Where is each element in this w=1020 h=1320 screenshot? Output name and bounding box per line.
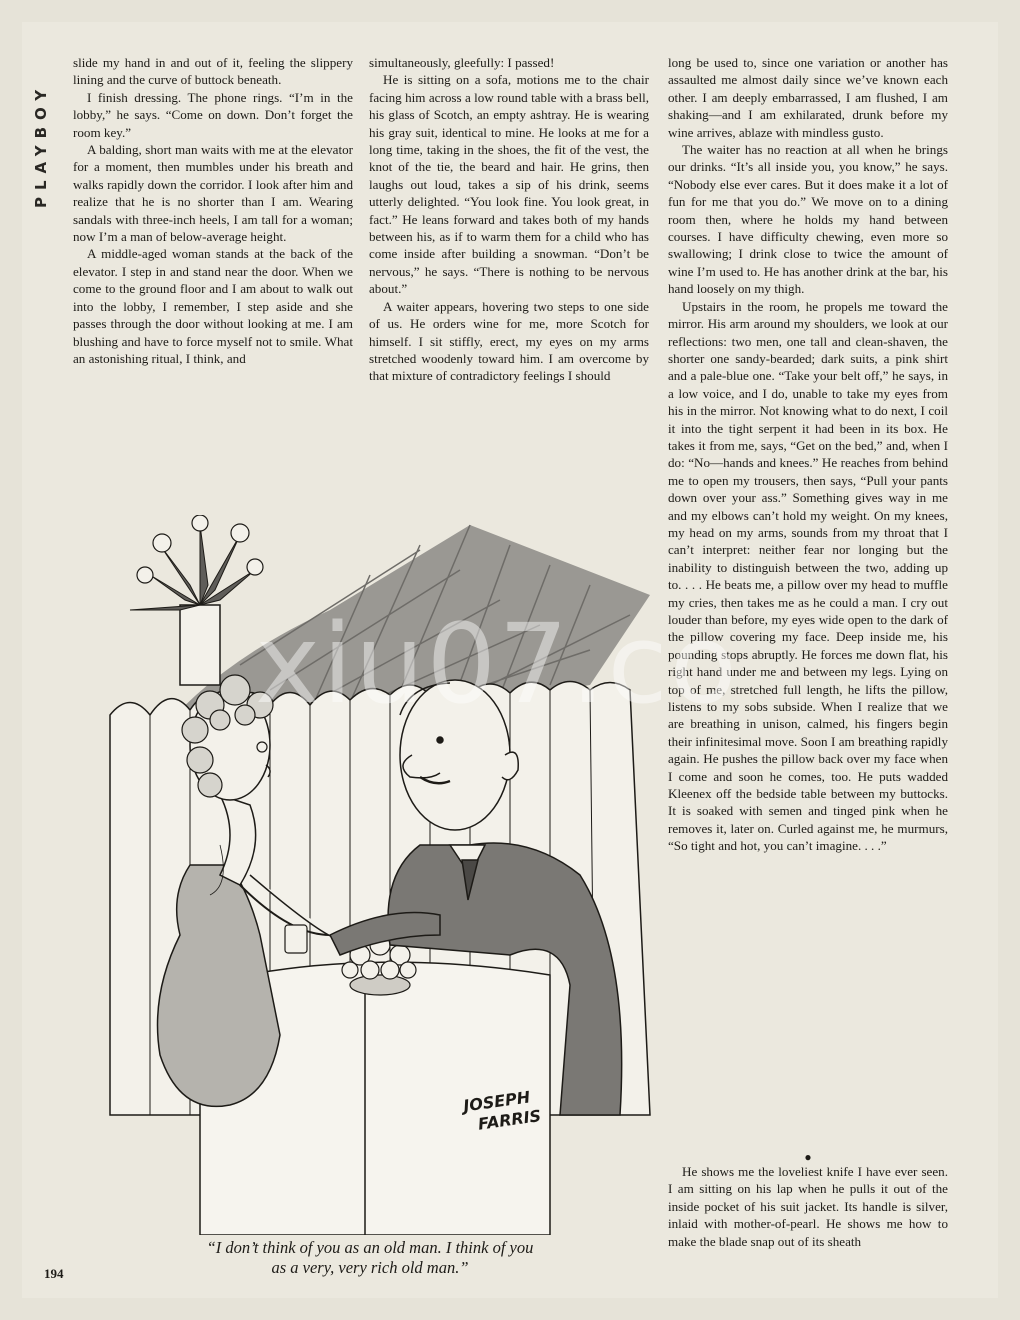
playboy-masthead: PLAYBOY bbox=[32, 82, 50, 208]
paragraph: long be used to, since one variation or another has assaulted me almost daily since we’ve known each other. I am deeply embarrassed, I am flushed, I am shaking—and I am exhilarated, drunk before my wine arrives, ablaze with mindless gusto. bbox=[668, 55, 948, 140]
paragraph: A waiter appears, hovering two steps to one side of us. He orders wine for me, more Scotch for himself. I sit stiffly, erect, my eyes on my arms stretched woodenly toward him. I am overcome by that mixture of contradictory feelings I should bbox=[369, 298, 649, 384]
text-column-3-continued bbox=[668, 1150, 948, 1250]
wine-glass-left bbox=[285, 925, 307, 953]
text-column-2 bbox=[369, 54, 649, 385]
page-number: 194 bbox=[44, 1266, 64, 1281]
artist-signature bbox=[462, 1084, 564, 1186]
paragraph: simultaneously, gleefully: I passed! bbox=[369, 55, 555, 70]
paragraph: A balding, short man waits with me at the elevator for a moment, then mumbles under his breath and walks rapidly down the corridor. I look after him and realize that he is no shorter than I am. Wearing sandals with three-inch heels, I am tall for a woman; now I’m a man of below-average height. bbox=[73, 142, 353, 245]
cartoon-caption bbox=[130, 1238, 610, 1278]
paragraph: slide my hand in and out of it, feeling the slippery lining and the curve of buttock beneath. bbox=[73, 55, 353, 88]
paragraph: The waiter has no reaction at all when he brings our drinks. “It’s all inside you, you know,” he says. “Nobody else ever cares. But it does make it a lot of fun for me that you do.” We move on to a dining room then, where he holds my hand between courses. I have difficulty chewing, even more so swallowing; I drink close to twice the amount of wine I’m used to. He has another drink at the bar, his hand loosely on my thigh. bbox=[668, 142, 948, 297]
cartoon-illustration bbox=[90, 515, 690, 1235]
caption-line-2: as a very, very rich old man.” bbox=[271, 1258, 469, 1277]
text-column-3 bbox=[668, 54, 948, 855]
paragraph: He is sitting on a sofa, motions me to the chair facing him across a low round table with a brass bell, his glass of Scotch, an empty ashtray. He is wearing his gray suit, identical to mine. He looks at me for a long time, taking in the shoes, the fit of the vest, the knot of the tie, the beard and hair. He grins, then laughs out loud, takes a sip of his drink, seems utterly delighted. “You look fine. You look great, in fact.” He leans forward and takes both of my hands between his, as if to warm them for a child who has come inside after building a snowman. “Don’t be nervous,” he says. “There is nothing to be nervous about.” bbox=[369, 72, 649, 297]
paragraph: Upstairs in the room, he propels me toward the mirror. His arm around my shoulders, we look at our reflections: two men, one tall and clean-shaven, the shorter one sandy-bearded; dark suits, a pink shirt and a pale-blue one. “Take your belt off,” he says, in a low voice, and I do, unable to take my eyes from his in the mirror. Not knowing what to do next, I coil it into the tight serpent it had been in its box. He takes it from me, says, “Get on the bed,” and, when I do: “No—hands and knees.” He reaches from behind me to open my trousers, then says, “Pull your pants down over your ass.” Something gives way in me and my elbows can’t hold my weight. On my knees, my head on my arms, sounds from my throat that I can’t interpret: neither fear nor longing but the inability to distinguish between the two, adding up to. . . . He beats me, a pillow over my head to muffle my cries, then takes me as he could a man. I cry out louder than before, my eyes wide open to the dark of the pillow covering my face. Deep inside me, his pounding stops abruptly. He forces me down flat, his right hand under me and between my legs. Lying on top of me, stretched full length, he lifts the pillow, listens to my sobs subside. When I realize that we are breathing in unison, calmed, his fingers begin their infinitesimal move. Soon I am breathing rapidly again. He pushes the pillow back over my face when I come and soon he comes, too. He puts wadded Kleenex off the bedside table between my buttocks. It is soaked with semen and tinged pink when he removes it, later on. Curled against me, he murmurs, “So tight and hot, you can’t imagine. . . .” bbox=[668, 298, 948, 854]
caption-line-1: “I don’t think of you as an old man. I think of you bbox=[206, 1238, 534, 1257]
text-column-1 bbox=[73, 54, 353, 367]
signature-first-name: JOSEPH bbox=[462, 1087, 532, 1116]
paragraph: A middle-aged woman stands at the back of the elevator. I step in and stand near the door. When we come to the ground floor and I am about to walk out into the lobby, I remember, I step aside and she passes through the door without looking at me. I am blushing and have to force myself not to smile. What an astonishing ritual, I think, and bbox=[73, 246, 353, 366]
paragraph: I finish dressing. The phone rings. “I’m in the lobby,” he says. “Come on down. Don’t forget the room key.” bbox=[73, 89, 353, 140]
watermark: xiu07.co bbox=[255, 600, 740, 728]
signature-last-name: FARRIS bbox=[476, 1106, 543, 1134]
paragraph: He shows me the loveliest knife I have ever seen. I am sitting on his lap when he pulls it out of the inside pocket of his suit jacket. Its handle is silver, inlaid with mother-of-pearl. He shows me how to make the blade snap out of its sheath bbox=[668, 1164, 948, 1249]
section-break-bullet: ● bbox=[804, 1150, 812, 1164]
